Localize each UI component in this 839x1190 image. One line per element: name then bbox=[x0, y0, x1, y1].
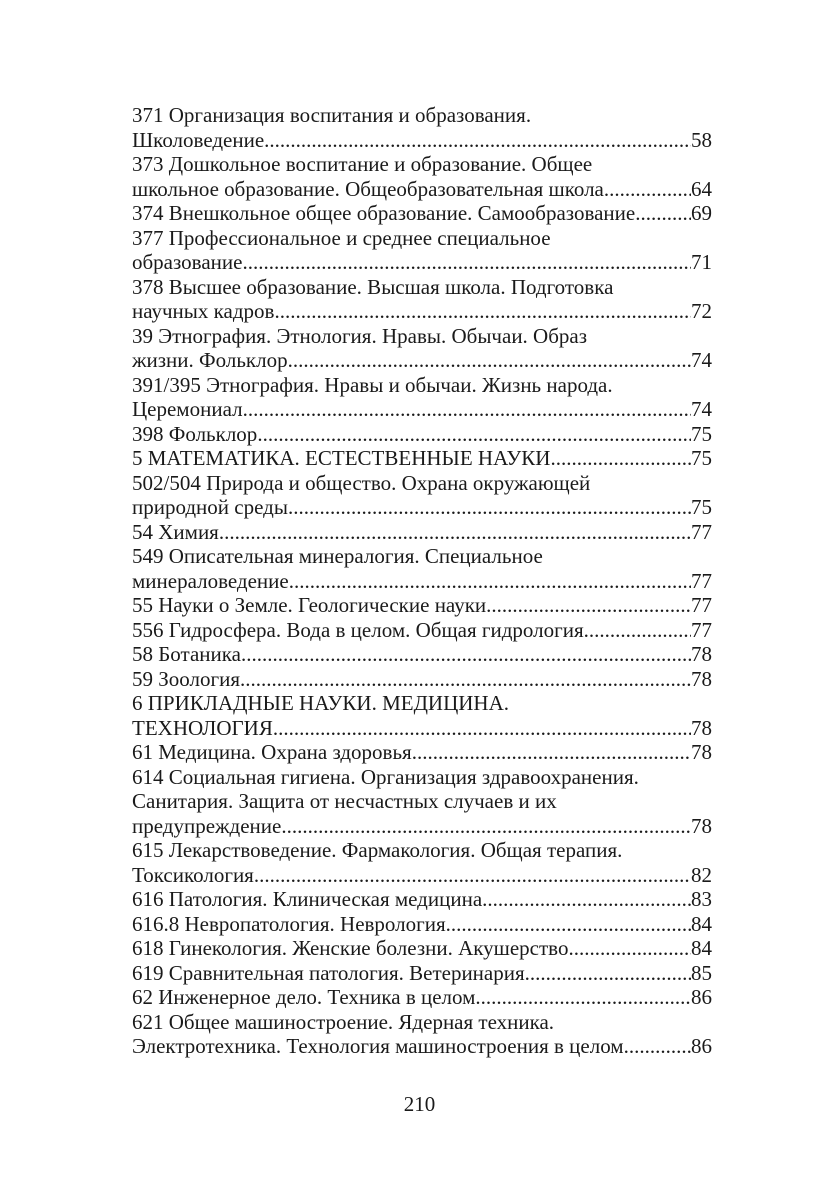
toc-entry-text: 371 Организация воспитания и образования. bbox=[132, 103, 532, 127]
toc-line bbox=[132, 495, 712, 520]
toc-leader-dots bbox=[254, 863, 691, 888]
toc-page-number: 74 bbox=[691, 348, 712, 372]
toc-page-number: 77 bbox=[691, 519, 712, 544]
toc-page-number: 77 bbox=[691, 593, 712, 617]
table-of-contents bbox=[132, 103, 712, 1059]
toc-line bbox=[132, 936, 712, 961]
page-number: 210 bbox=[403, 1092, 436, 1116]
toc-entry-text: 556 Гидросфера. Вода в целом. Общая гидрология bbox=[132, 617, 584, 642]
toc-entry-text: 616 Патология. Клиническая медицина bbox=[132, 887, 483, 911]
toc-entry-text: природной среды bbox=[132, 495, 288, 519]
toc-page-number: 78 bbox=[691, 715, 712, 740]
toc-entry-text: ТЕХНОЛОГИЯ bbox=[132, 715, 273, 740]
toc-leader-dots bbox=[288, 495, 691, 520]
toc-entry-text: Токсикология bbox=[132, 862, 254, 887]
toc-line bbox=[132, 250, 712, 275]
toc-entry-text: 378 Высшее образование. Высшая школа. Подготовка bbox=[132, 274, 614, 299]
toc-leader-dots bbox=[412, 740, 691, 765]
toc-entry-text: научных кадров bbox=[132, 299, 275, 323]
toc-line bbox=[132, 348, 712, 373]
toc-entry-text: Электротехника. Технология машиностроения в целом bbox=[132, 1034, 624, 1058]
toc-line bbox=[132, 520, 712, 545]
toc-entry-text: образование bbox=[132, 250, 243, 274]
toc-leader-dots bbox=[281, 814, 691, 839]
toc-entry-text: 619 Сравнительная патология. Ветеринария bbox=[132, 960, 525, 985]
toc-entry-text: 61 Медицина. Охрана здоровья bbox=[132, 740, 412, 764]
toc-entry-text: 62 Инженерное дело. Техника в целом bbox=[132, 985, 476, 1009]
toc-entry-text: Санитария. Защита от несчастных случаев и их bbox=[132, 789, 557, 813]
toc-page-number: 78 bbox=[691, 740, 712, 764]
toc-line bbox=[132, 446, 712, 471]
toc-line bbox=[132, 961, 712, 986]
toc-entry-text: 391/395 Этнография. Нравы и обычаи. Жизнь народа. bbox=[132, 372, 613, 397]
toc-line bbox=[132, 471, 712, 496]
toc-leader-dots bbox=[241, 642, 691, 667]
toc-page-number: 71 bbox=[691, 250, 712, 274]
toc-page-number: 75 bbox=[691, 495, 712, 519]
toc-entry-text: 502/504 Природа и общество. Охрана окружающей bbox=[132, 470, 591, 495]
toc-page-number: 86 bbox=[691, 985, 712, 1009]
toc-line bbox=[132, 226, 712, 251]
toc-leader-dots bbox=[243, 397, 691, 422]
toc-line bbox=[132, 593, 712, 618]
toc-leader-dots bbox=[475, 985, 691, 1010]
toc-line bbox=[132, 814, 712, 839]
toc-page-number: 84 bbox=[691, 911, 712, 936]
toc-leader-dots bbox=[624, 1034, 691, 1059]
toc-line bbox=[132, 716, 712, 741]
toc-leader-dots bbox=[486, 593, 691, 618]
toc-leader-dots bbox=[446, 912, 691, 937]
toc-page-number: 77 bbox=[691, 617, 712, 642]
toc-page-number: 64 bbox=[691, 176, 712, 201]
toc-page-number: 78 bbox=[691, 642, 712, 666]
toc-page-number: 77 bbox=[691, 568, 712, 593]
toc-page-number: 72 bbox=[691, 299, 712, 323]
toc-line bbox=[132, 1010, 712, 1035]
toc-line bbox=[132, 691, 712, 716]
toc-entry-text: Школоведение bbox=[132, 127, 265, 152]
toc-entry-text: школьное образование. Общеобразовательная школа bbox=[132, 176, 604, 201]
toc-entry-text: 5 МАТЕМАТИКА. ЕСТЕСТВЕННЫЕ НАУКИ bbox=[132, 446, 551, 470]
toc-leader-dots bbox=[240, 667, 691, 692]
toc-entry-text: предупреждение bbox=[132, 813, 282, 838]
toc-line bbox=[132, 985, 712, 1010]
toc-entry-text: 621 Общее машиностроение. Ядерная техника. bbox=[132, 1009, 555, 1034]
toc-line bbox=[132, 789, 712, 814]
toc-leader-dots bbox=[274, 299, 691, 324]
toc-line bbox=[132, 642, 712, 667]
toc-leader-dots bbox=[273, 716, 691, 741]
toc-page-number: 84 bbox=[691, 936, 712, 960]
toc-line bbox=[132, 740, 712, 765]
toc-entry-text: 618 Гинекология. Женские болезни. Акушерство bbox=[132, 936, 569, 960]
toc-line bbox=[132, 397, 712, 422]
toc-line bbox=[132, 838, 712, 863]
toc-leader-dots bbox=[584, 618, 691, 643]
toc-page-number: 85 bbox=[691, 960, 712, 985]
toc-entry-text: 616.8 Невропатология. Неврология bbox=[132, 911, 446, 936]
toc-line bbox=[132, 544, 712, 569]
toc-entry-text: 54 Химия bbox=[132, 519, 219, 544]
toc-line bbox=[132, 152, 712, 177]
toc-leader-dots bbox=[264, 128, 691, 153]
toc-line bbox=[132, 373, 712, 398]
toc-entry-text: 6 ПРИКЛАДНЫЕ НАУКИ. МЕДИЦИНА. bbox=[132, 691, 509, 715]
toc-line bbox=[132, 201, 712, 226]
toc-entry-text: минераловедение bbox=[132, 568, 289, 593]
toc-page-number: 69 bbox=[691, 201, 712, 225]
toc-leader-dots bbox=[604, 177, 691, 202]
toc-line bbox=[132, 422, 712, 447]
toc-entry-text: 59 Зоология bbox=[132, 666, 240, 691]
toc-line bbox=[132, 912, 712, 937]
toc-entry-text: 374 Внешкольное общее образование. Самообразование bbox=[132, 201, 636, 225]
toc-entry-text: 549 Описательная минералогия. Специальное bbox=[132, 544, 543, 568]
toc-leader-dots bbox=[289, 569, 691, 594]
toc-entry-text: 398 Фольклор bbox=[132, 421, 258, 446]
toc-page-number: 75 bbox=[691, 421, 712, 446]
toc-entry-text: 55 Науки о Земле. Геологические науки bbox=[132, 593, 487, 617]
toc-leader-dots bbox=[288, 348, 691, 373]
toc-leader-dots bbox=[257, 422, 691, 447]
toc-page-number: 78 bbox=[691, 813, 712, 838]
toc-line bbox=[132, 887, 712, 912]
toc-line bbox=[132, 275, 712, 300]
toc-page-number: 58 bbox=[691, 127, 712, 152]
toc-entry-text: 377 Профессиональное и среднее специальное bbox=[132, 225, 551, 250]
toc-leader-dots bbox=[525, 961, 691, 986]
toc-page-number: 82 bbox=[691, 862, 712, 887]
toc-entry-text: 373 Дошкольное воспитание и образование. Общее bbox=[132, 152, 593, 176]
toc-line bbox=[132, 324, 712, 349]
toc-entry-text: 58 Ботаника bbox=[132, 642, 241, 666]
toc-page-number: 74 bbox=[691, 397, 712, 421]
toc-leader-dots bbox=[242, 250, 691, 275]
toc-leader-dots bbox=[635, 201, 691, 226]
toc-entry-text: 39 Этнография. Этнология. Нравы. Обычаи. Образ bbox=[132, 323, 588, 348]
toc-page-number: 78 bbox=[691, 666, 712, 691]
toc-line bbox=[132, 1034, 712, 1059]
toc-line bbox=[132, 128, 712, 153]
toc-line bbox=[132, 667, 712, 692]
toc-line bbox=[132, 863, 712, 888]
toc-entry-text: Церемониал bbox=[132, 397, 243, 421]
toc-entry-text: 615 Лекарствоведение. Фармакология. Общая терапия. bbox=[132, 838, 623, 862]
toc-line bbox=[132, 103, 712, 128]
toc-entry-text: жизни. Фольклор bbox=[132, 348, 288, 372]
toc-line bbox=[132, 618, 712, 643]
toc-entry-text: 614 Социальная гигиена. Организация здравоохранения. bbox=[132, 764, 639, 789]
toc-page-number: 83 bbox=[691, 887, 712, 911]
toc-line bbox=[132, 765, 712, 790]
toc-leader-dots bbox=[550, 446, 691, 471]
toc-line bbox=[132, 299, 712, 324]
toc-page-number: 75 bbox=[691, 446, 712, 470]
toc-leader-dots bbox=[219, 520, 691, 545]
toc-leader-dots bbox=[482, 887, 691, 912]
toc-line bbox=[132, 177, 712, 202]
toc-leader-dots bbox=[568, 936, 691, 961]
toc-line bbox=[132, 569, 712, 594]
toc-page-number: 86 bbox=[691, 1034, 712, 1058]
